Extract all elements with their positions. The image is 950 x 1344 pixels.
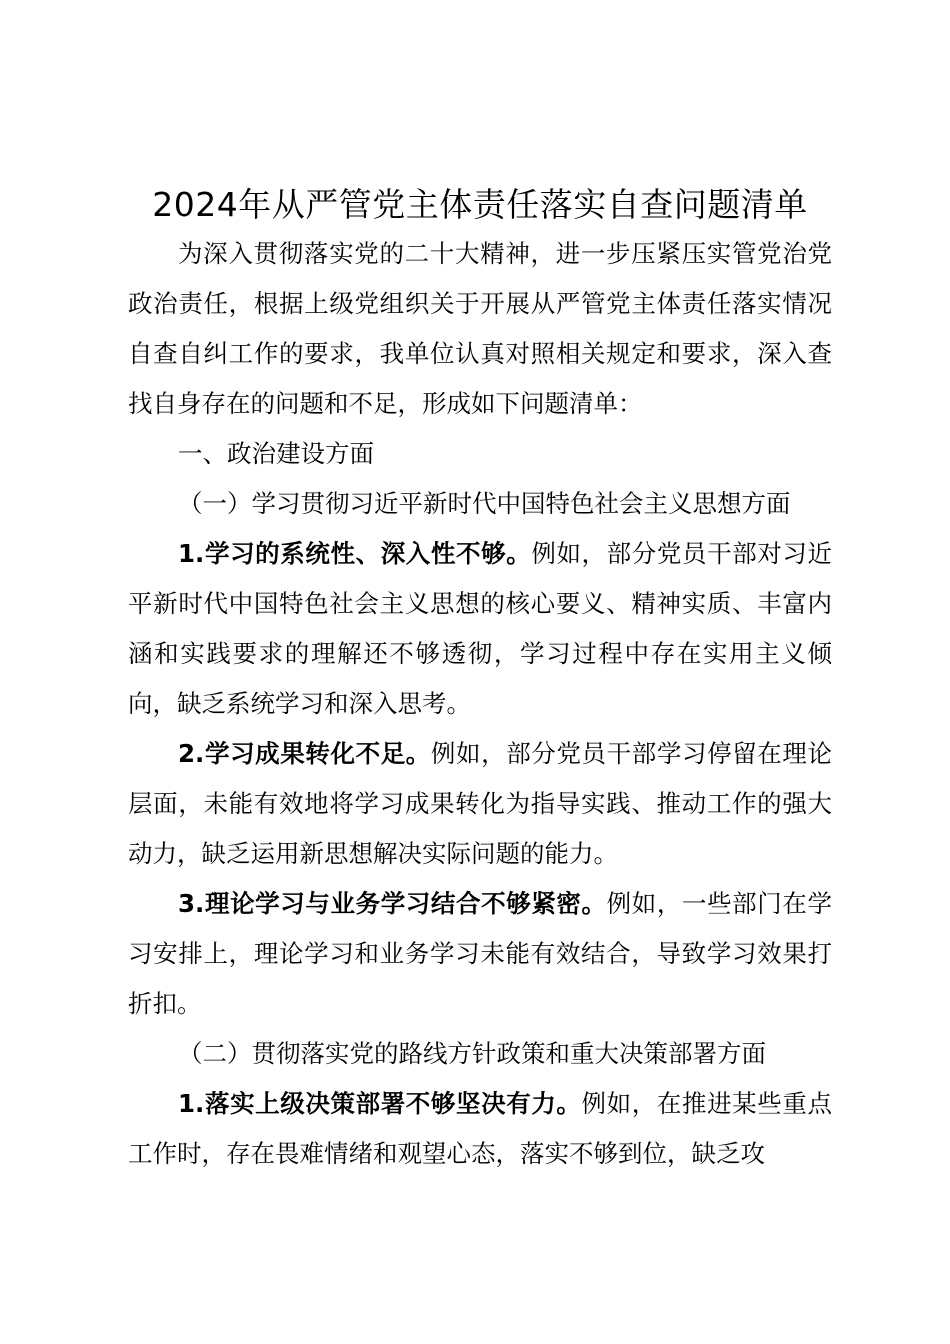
section-heading-political: 一、政治建设方面	[178, 439, 374, 468]
document-title: 2024年从严管党主体责任落实自查问题清单	[152, 185, 808, 224]
issue-text: 例如，一些部门在学习安排上，理论学习和业务学习未能有效结合，导致学习效果打折扣。	[128, 889, 833, 1018]
issue-lead: 3.理论学习与业务学习结合不够紧密。	[178, 889, 607, 918]
document-page	[128, 181, 832, 1179]
issue-text: 例如，部分党员干部对习近平新时代中国特色社会主义思想的核心要义、精神实质、丰富内涵和实践要求的理解还不够透彻，学习过程中存在实用主义倾向，缺乏系统学习和深入思考。	[128, 539, 833, 718]
issue-paragraph	[128, 879, 832, 1029]
issue-paragraph	[128, 1079, 832, 1179]
subsection-heading-policy: （二）贯彻落实党的路线方针政策和重大决策部署方面	[178, 1039, 766, 1068]
issue-text: 例如，部分党员干部学习停留在理论层面，未能有效地将学习成果转化为指导实践、推动工作的强大动力，缺乏运用新思想解决实际问题的能力。	[128, 739, 833, 868]
subsection-heading-study: （一）学习贯彻习近平新时代中国特色社会主义思想方面	[178, 489, 791, 518]
issue-lead: 1.落实上级决策部署不够坚决有力。	[178, 1089, 582, 1118]
issue-text: 例如，在推进某些重点工作时，存在畏难情绪和观望心态，落实不够到位，缺乏攻	[128, 1089, 832, 1168]
issue-paragraph	[128, 529, 832, 729]
issue-lead: 2.学习成果转化不足。	[178, 739, 431, 768]
intro-paragraph: 为深入贯彻落实党的二十大精神，进一步压紧压实管党治党政治责任，根据上级党组织关于开展从严管党主体责任落实情况自查自纠工作的要求，我单位认真对照相关规定和要求，深入查找自身存在的问题和不足，形成如下问题清单：	[128, 239, 832, 418]
issue-paragraph	[128, 729, 832, 879]
issue-lead: 1.学习的系统性、深入性不够。	[178, 539, 532, 568]
